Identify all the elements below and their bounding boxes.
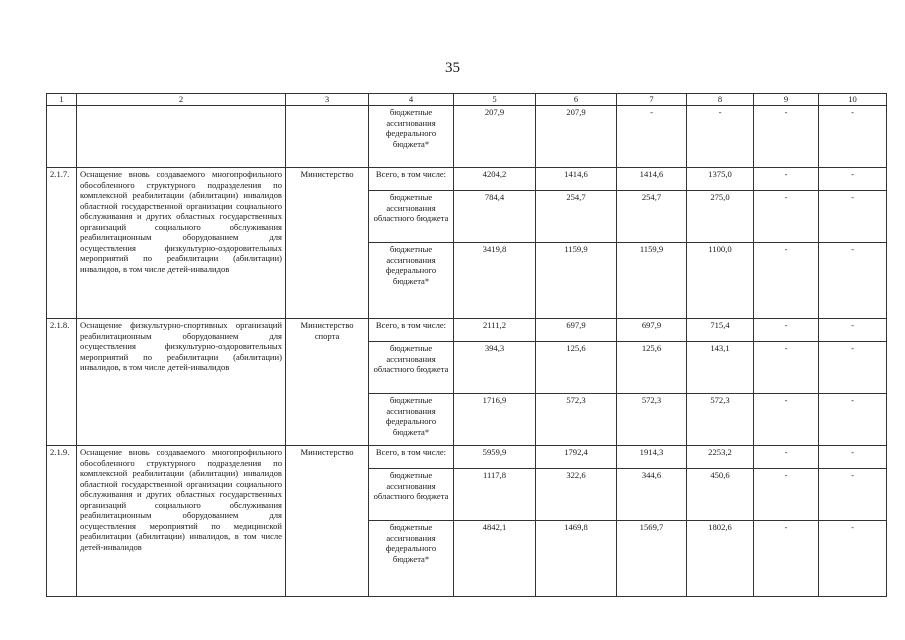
value-cell: - bbox=[617, 106, 687, 168]
value-cell: 2111,2 bbox=[454, 319, 536, 342]
value-cell: - bbox=[754, 168, 819, 191]
value-cell: 1469,8 bbox=[536, 521, 617, 597]
value-cell: 125,6 bbox=[536, 342, 617, 394]
value-cell: - bbox=[754, 342, 819, 394]
col-header: 5 bbox=[454, 94, 536, 106]
col-header: 9 bbox=[754, 94, 819, 106]
funding-source-cell: бюджетные ассигнования федерального бюджета* bbox=[369, 521, 454, 597]
item-number-cell: 2.1.8. bbox=[47, 319, 77, 446]
value-cell: - bbox=[754, 394, 819, 446]
value-cell: - bbox=[754, 319, 819, 342]
value-cell: 254,7 bbox=[536, 191, 617, 243]
funding-source-cell: бюджетные ассигнования федерального бюджета* bbox=[369, 243, 454, 319]
value-cell: - bbox=[754, 446, 819, 469]
value-cell: - bbox=[754, 469, 819, 521]
item-number-cell: 2.1.7. bbox=[47, 168, 77, 319]
value-cell: - bbox=[819, 469, 887, 521]
value-cell: - bbox=[819, 106, 887, 168]
item-name-cell: Оснащение вновь создаваемого многопрофильного обособленного структурного подразделения по комплексной реабилитации (абилитации) инвалидов областной государственной организации социального обслуживания и других областных государственных организаций социального обслуживания реабилитационным оборудованием для осуществления физкультурно-оздоровительных мероприятий по реабилитации (абилитации) инвалидов, в том числе детей-инвалидов bbox=[77, 168, 286, 319]
value-cell: 1414,6 bbox=[617, 168, 687, 191]
executor-cell: Министерство спорта bbox=[286, 319, 369, 446]
value-cell: - bbox=[754, 191, 819, 243]
executor-cell: Министерство bbox=[286, 168, 369, 319]
item-name-cell: Оснащение вновь создаваемого многопрофильного обособленного структурного подразделения по комплексной реабилитации (абилитации) инвалидов областной государственной организации социального обслуживания и других областных государственных организаций социального обслуживания реабилитационным оборудованием для осуществления мероприятий по медицинской реабилитации (абилитации) инвалидов, в том числе детей-инвалидов bbox=[77, 446, 286, 597]
value-cell: - bbox=[687, 106, 754, 168]
item-name-cell: Оснащение физкультурно-спортивных организаций реабилитационным оборудованием для осуществления физкультурно-оздоровительных мероприятий по реабилитации (абилитации) инвалидов, в том числе детей-инвалидов bbox=[77, 319, 286, 446]
col-header: 2 bbox=[77, 94, 286, 106]
value-cell: 697,9 bbox=[536, 319, 617, 342]
table-row bbox=[47, 168, 887, 191]
funding-source-cell: бюджетные ассигнования федерального бюджета* bbox=[369, 394, 454, 446]
col-header: 6 bbox=[536, 94, 617, 106]
value-cell: 1802,6 bbox=[687, 521, 754, 597]
value-cell: 4842,1 bbox=[454, 521, 536, 597]
value-cell: 254,7 bbox=[617, 191, 687, 243]
value-cell: 1792,4 bbox=[536, 446, 617, 469]
value-cell: 1159,9 bbox=[536, 243, 617, 319]
value-cell: 207,9 bbox=[536, 106, 617, 168]
col-header: 10 bbox=[819, 94, 887, 106]
value-cell: 450,6 bbox=[687, 469, 754, 521]
item-name-cell bbox=[77, 106, 286, 168]
value-cell: - bbox=[819, 243, 887, 319]
value-cell: 344,6 bbox=[617, 469, 687, 521]
item-number-cell: 2.1.9. bbox=[47, 446, 77, 597]
executor-cell bbox=[286, 106, 369, 168]
funding-source-cell: бюджетные ассигнования областного бюджета bbox=[369, 191, 454, 243]
value-cell: - bbox=[754, 521, 819, 597]
col-header: 8 bbox=[687, 94, 754, 106]
table-row bbox=[47, 446, 887, 469]
value-cell: 125,6 bbox=[617, 342, 687, 394]
value-cell: 1716,9 bbox=[454, 394, 536, 446]
col-header: 4 bbox=[369, 94, 454, 106]
funding-source-cell: Всего, в том числе: bbox=[369, 319, 454, 342]
executor-cell: Министерство bbox=[286, 446, 369, 597]
value-cell: 394,3 bbox=[454, 342, 536, 394]
value-cell: 1100,0 bbox=[687, 243, 754, 319]
value-cell: 784,4 bbox=[454, 191, 536, 243]
value-cell: 572,3 bbox=[617, 394, 687, 446]
value-cell: - bbox=[819, 191, 887, 243]
funding-source-cell: Всего, в том числе: bbox=[369, 446, 454, 469]
value-cell: 1117,8 bbox=[454, 469, 536, 521]
col-header: 7 bbox=[617, 94, 687, 106]
value-cell: - bbox=[819, 394, 887, 446]
value-cell: - bbox=[819, 446, 887, 469]
value-cell: - bbox=[754, 106, 819, 168]
funding-source-cell: бюджетные ассигнования областного бюджета bbox=[369, 469, 454, 521]
value-cell: 143,1 bbox=[687, 342, 754, 394]
funding-source-cell: Всего, в том числе: bbox=[369, 168, 454, 191]
value-cell: 322,6 bbox=[536, 469, 617, 521]
value-cell: 1569,7 bbox=[617, 521, 687, 597]
value-cell: 1159,9 bbox=[617, 243, 687, 319]
value-cell: 697,9 bbox=[617, 319, 687, 342]
value-cell: 4204,2 bbox=[454, 168, 536, 191]
item-number-cell bbox=[47, 106, 77, 168]
table-row bbox=[47, 319, 887, 342]
value-cell: 1375,0 bbox=[687, 168, 754, 191]
value-cell: 572,3 bbox=[687, 394, 754, 446]
value-cell: 275,0 bbox=[687, 191, 754, 243]
value-cell: - bbox=[819, 168, 887, 191]
value-cell: 3419,8 bbox=[454, 243, 536, 319]
value-cell: 1414,6 bbox=[536, 168, 617, 191]
value-cell: 715,4 bbox=[687, 319, 754, 342]
value-cell: 5959,9 bbox=[454, 446, 536, 469]
value-cell: 1914,3 bbox=[617, 446, 687, 469]
table-row bbox=[47, 106, 887, 168]
value-cell: 2253,2 bbox=[687, 446, 754, 469]
funding-source-cell: бюджетные ассигнования федерального бюджета* bbox=[369, 106, 454, 168]
column-numbers-row bbox=[47, 94, 887, 106]
page-number: 35 bbox=[445, 60, 460, 76]
funding-source-cell: бюджетные ассигнования областного бюджета bbox=[369, 342, 454, 394]
value-cell: 207,9 bbox=[454, 106, 536, 168]
value-cell: - bbox=[819, 342, 887, 394]
col-header: 1 bbox=[47, 94, 77, 106]
value-cell: - bbox=[819, 319, 887, 342]
col-header: 3 bbox=[286, 94, 369, 106]
value-cell: - bbox=[819, 521, 887, 597]
value-cell: 572,3 bbox=[536, 394, 617, 446]
value-cell: - bbox=[754, 243, 819, 319]
budget-table bbox=[46, 93, 887, 597]
